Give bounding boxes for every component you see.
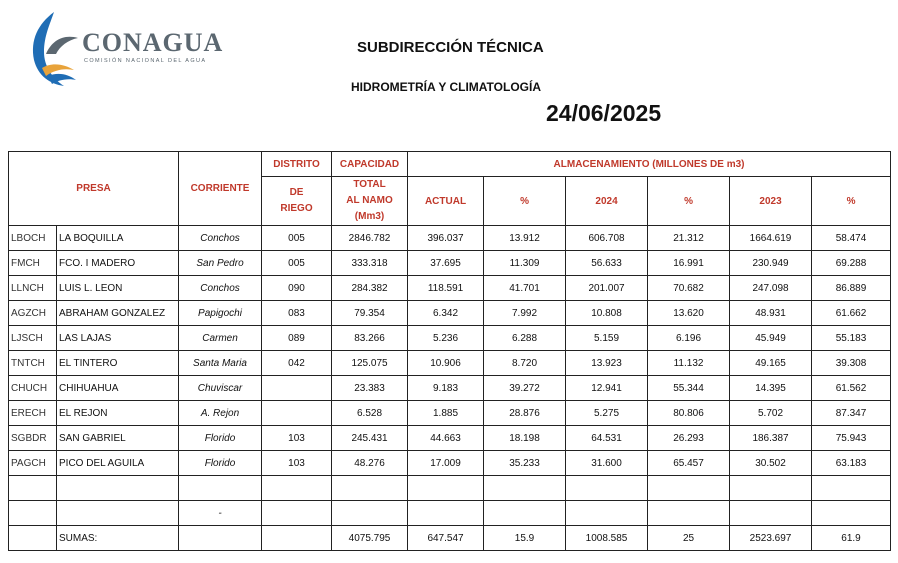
totals-pct-2023: 61.9 <box>812 526 891 551</box>
cell-actual <box>408 476 484 501</box>
header-corriente: CORRIENTE <box>179 152 262 226</box>
cell-2024: 13.923 <box>566 351 648 376</box>
cell-pct-2023: 86.889 <box>812 276 891 301</box>
cell-2023: 230.949 <box>730 251 812 276</box>
cell-2023 <box>730 476 812 501</box>
cell-pct-2024: 70.682 <box>648 276 730 301</box>
totals-label: SUMAS: <box>57 526 179 551</box>
cell-corriente: San Pedro <box>179 251 262 276</box>
cell-2023 <box>730 501 812 526</box>
cell-2023: 186.387 <box>730 426 812 451</box>
page-subtitle: HIDROMETRÍA Y CLIMATOLOGÍA <box>351 80 542 94</box>
cell-capacidad: 284.382 <box>332 276 408 301</box>
cell-distrito: 042 <box>262 351 332 376</box>
cell-corriente <box>179 476 262 501</box>
cell-distrito: 103 <box>262 426 332 451</box>
cell-2023: 14.395 <box>730 376 812 401</box>
cell-pct-2024: 21.312 <box>648 226 730 251</box>
header-total-namo: TOTAL AL NAMO (Mm3) <box>332 177 408 226</box>
cell-actual: 5.236 <box>408 326 484 351</box>
header-pct-2024: % <box>648 177 730 226</box>
cell-presa: FCO. I MADERO <box>57 251 179 276</box>
table-row <box>9 326 891 351</box>
cell-pct-actual: 18.198 <box>484 426 566 451</box>
cell-capacidad <box>332 476 408 501</box>
cell-pct-2023: 75.943 <box>812 426 891 451</box>
cell-actual: 6.342 <box>408 301 484 326</box>
cell-2024: 56.633 <box>566 251 648 276</box>
cell-2023: 5.702 <box>730 401 812 426</box>
header-almacenamiento: ALMACENAMIENTO (MILLONES DE m3) <box>408 152 891 177</box>
cell-pct-2024 <box>648 501 730 526</box>
cell-capacidad: 48.276 <box>332 451 408 476</box>
totals-capacidad: 4075.795 <box>332 526 408 551</box>
cell-clave <box>9 501 57 526</box>
cell-actual: 1.885 <box>408 401 484 426</box>
cell-pct-2023: 87.347 <box>812 401 891 426</box>
totals-2024: 1008.585 <box>566 526 648 551</box>
cell-corriente: Florido <box>179 451 262 476</box>
cell-pct-2024: 6.196 <box>648 326 730 351</box>
cell-clave: ERECH <box>9 401 57 426</box>
cell-pct-2023: 39.308 <box>812 351 891 376</box>
header-2024: 2024 <box>566 177 648 226</box>
cell-2023: 49.165 <box>730 351 812 376</box>
cell-2023: 1664.619 <box>730 226 812 251</box>
conagua-logo <box>24 10 234 90</box>
cell-corriente: Conchos <box>179 276 262 301</box>
cell-presa: PICO DEL AGUILA <box>57 451 179 476</box>
conagua-logo-icon <box>24 10 84 88</box>
cell-presa: ABRAHAM GONZALEZ <box>57 301 179 326</box>
cell-clave: CHUCH <box>9 376 57 401</box>
cell-pct-2024: 13.620 <box>648 301 730 326</box>
cell-actual: 118.591 <box>408 276 484 301</box>
cell-presa: LUIS L. LEON <box>57 276 179 301</box>
cell-2023: 45.949 <box>730 326 812 351</box>
table-row <box>9 451 891 476</box>
cell-distrito <box>262 376 332 401</box>
cell-presa <box>57 476 179 501</box>
logo-subtitle: COMISIÓN NACIONAL DEL AGUA <box>84 58 207 64</box>
header-pct-actual: % <box>484 177 566 226</box>
header-presa: PRESA <box>9 152 179 226</box>
cell-pct-actual: 7.992 <box>484 301 566 326</box>
cell-corriente: Santa Maria <box>179 351 262 376</box>
cell-pct-2024: 55.344 <box>648 376 730 401</box>
cell-pct-2024 <box>648 476 730 501</box>
cell-pct-2023: 61.662 <box>812 301 891 326</box>
table-row <box>9 276 891 301</box>
cell-clave: LLNCH <box>9 276 57 301</box>
totals-actual: 647.547 <box>408 526 484 551</box>
cell-clave: LBOCH <box>9 226 57 251</box>
header-actual: ACTUAL <box>408 177 484 226</box>
totals-pct-actual: 15.9 <box>484 526 566 551</box>
cell-clave: AGZCH <box>9 301 57 326</box>
cell-actual: 396.037 <box>408 226 484 251</box>
cell-2024: 31.600 <box>566 451 648 476</box>
cell-distrito: 090 <box>262 276 332 301</box>
totals-row <box>9 526 891 551</box>
cell-actual: 37.695 <box>408 251 484 276</box>
cell-pct-2024: 11.132 <box>648 351 730 376</box>
cell-clave: FMCH <box>9 251 57 276</box>
cell-2024 <box>566 476 648 501</box>
table-row <box>9 251 891 276</box>
cell-clave <box>9 476 57 501</box>
logo-text: CONAGUA <box>82 28 224 57</box>
cell-capacidad: 2846.782 <box>332 226 408 251</box>
cell-pct-2023 <box>812 476 891 501</box>
cell-clave: LJSCH <box>9 326 57 351</box>
cell-2024: 5.159 <box>566 326 648 351</box>
totals-pct-2024: 25 <box>648 526 730 551</box>
cell-capacidad: 83.266 <box>332 326 408 351</box>
table-body <box>9 226 891 526</box>
cell-presa <box>57 501 179 526</box>
cell-clave: TNTCH <box>9 351 57 376</box>
cell-pct-2023: 55.183 <box>812 326 891 351</box>
cell-clave: SGBDR <box>9 426 57 451</box>
header-pct-2023: % <box>812 177 891 226</box>
cell-2024: 64.531 <box>566 426 648 451</box>
cell-presa: LA BOQUILLA <box>57 226 179 251</box>
cell-capacidad: 333.318 <box>332 251 408 276</box>
cell-distrito <box>262 476 332 501</box>
cell-pct-2023: 58.474 <box>812 226 891 251</box>
cell-pct-actual: 28.876 <box>484 401 566 426</box>
page-title: SUBDIRECCIÓN TÉCNICA <box>357 39 544 56</box>
table-row <box>9 476 891 501</box>
table-row <box>9 226 891 251</box>
header-de-riego: DE RIEGO <box>262 177 332 226</box>
cell-2024: 201.007 <box>566 276 648 301</box>
header-distrito: DISTRITO <box>262 152 332 177</box>
cell-distrito: 005 <box>262 251 332 276</box>
cell-pct-2024: 65.457 <box>648 451 730 476</box>
cell-capacidad: 6.528 <box>332 401 408 426</box>
cell-corriente: Conchos <box>179 226 262 251</box>
cell-distrito: 103 <box>262 451 332 476</box>
cell-capacidad: 23.383 <box>332 376 408 401</box>
table-row <box>9 501 891 526</box>
cell-capacidad <box>332 501 408 526</box>
cell-distrito: 083 <box>262 301 332 326</box>
table-row <box>9 301 891 326</box>
cell-distrito: 089 <box>262 326 332 351</box>
cell-2024: 5.275 <box>566 401 648 426</box>
cell-pct-2024: 80.806 <box>648 401 730 426</box>
cell-actual: 17.009 <box>408 451 484 476</box>
cell-capacidad: 125.075 <box>332 351 408 376</box>
cell-pct-actual: 35.233 <box>484 451 566 476</box>
cell-presa: EL REJON <box>57 401 179 426</box>
cell-pct-actual: 41.701 <box>484 276 566 301</box>
cell-actual: 44.663 <box>408 426 484 451</box>
cell-presa: SAN GABRIEL <box>57 426 179 451</box>
cell-pct-2023: 61.562 <box>812 376 891 401</box>
header-2023: 2023 <box>730 177 812 226</box>
cell-corriente: Florido <box>179 426 262 451</box>
cell-capacidad: 245.431 <box>332 426 408 451</box>
cell-pct-2023 <box>812 501 891 526</box>
cell-distrito <box>262 401 332 426</box>
cell-pct-actual: 11.309 <box>484 251 566 276</box>
cell-clave: PAGCH <box>9 451 57 476</box>
cell-corriente: A. Rejon <box>179 401 262 426</box>
header-capacidad: CAPACIDAD <box>332 152 408 177</box>
cell-2023: 30.502 <box>730 451 812 476</box>
cell-2024: 606.708 <box>566 226 648 251</box>
table-row <box>9 376 891 401</box>
cell-pct-2024: 26.293 <box>648 426 730 451</box>
totals-2023: 2523.697 <box>730 526 812 551</box>
cell-presa: LAS LAJAS <box>57 326 179 351</box>
cell-corriente: - <box>179 501 262 526</box>
cell-pct-2024: 16.991 <box>648 251 730 276</box>
cell-2024: 10.808 <box>566 301 648 326</box>
cell-pct-actual: 13.912 <box>484 226 566 251</box>
cell-pct-2023: 69.288 <box>812 251 891 276</box>
cell-2024: 12.941 <box>566 376 648 401</box>
cell-2023: 247.098 <box>730 276 812 301</box>
cell-pct-actual: 8.720 <box>484 351 566 376</box>
cell-pct-actual: 39.272 <box>484 376 566 401</box>
cell-pct-actual: 6.288 <box>484 326 566 351</box>
cell-pct-2023: 63.183 <box>812 451 891 476</box>
cell-presa: CHIHUAHUA <box>57 376 179 401</box>
report-date: 24/06/2025 <box>546 100 662 126</box>
cell-pct-actual <box>484 476 566 501</box>
cell-distrito <box>262 501 332 526</box>
cell-capacidad: 79.354 <box>332 301 408 326</box>
table-row <box>9 401 891 426</box>
cell-actual: 9.183 <box>408 376 484 401</box>
cell-corriente: Papigochi <box>179 301 262 326</box>
storage-table <box>8 151 891 551</box>
cell-presa: EL TINTERO <box>57 351 179 376</box>
cell-2024 <box>566 501 648 526</box>
cell-corriente: Chuviscar <box>179 376 262 401</box>
cell-actual: 10.906 <box>408 351 484 376</box>
cell-actual <box>408 501 484 526</box>
table-row <box>9 351 891 376</box>
cell-corriente: Carmen <box>179 326 262 351</box>
cell-distrito: 005 <box>262 226 332 251</box>
cell-2023: 48.931 <box>730 301 812 326</box>
cell-pct-actual <box>484 501 566 526</box>
table-row <box>9 426 891 451</box>
